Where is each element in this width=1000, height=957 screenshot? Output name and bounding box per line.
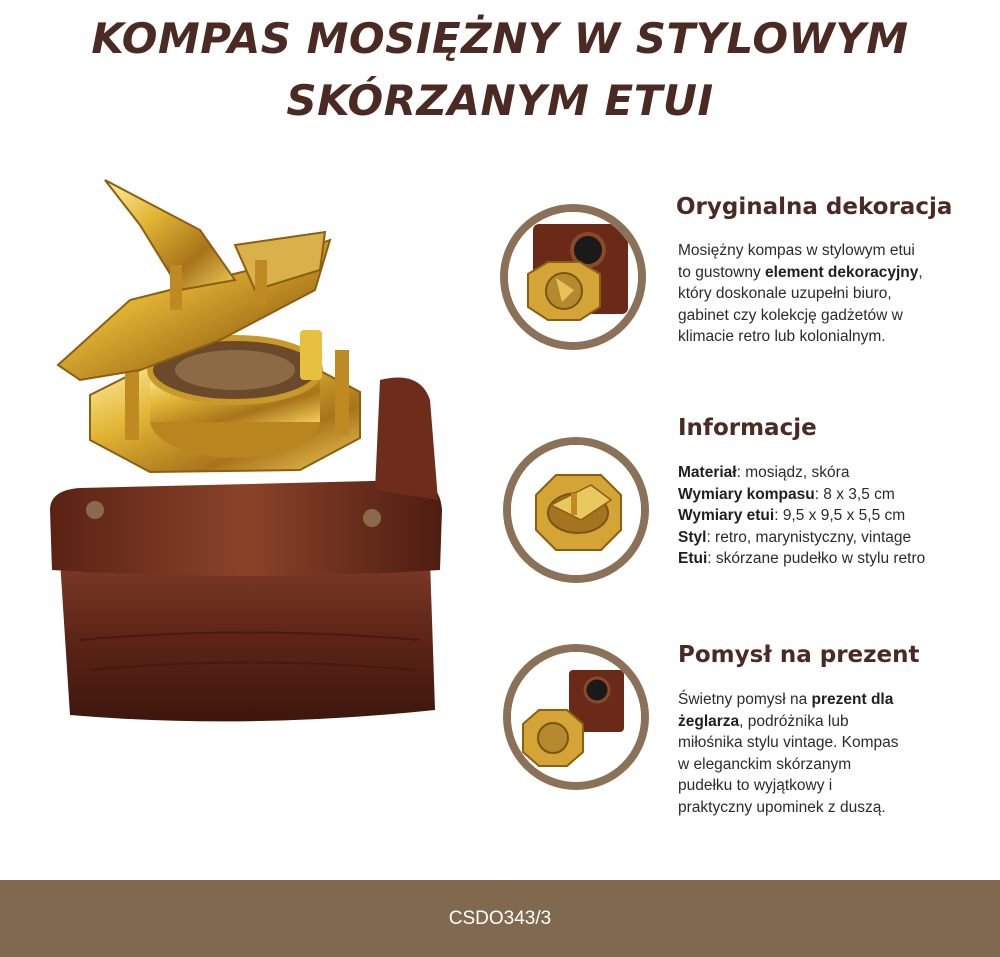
page-title-line-2: SKÓRZANYM ETUI (286, 76, 714, 125)
section-heading-information: Informacje (678, 415, 817, 441)
thumbnail-compass-and-box (503, 644, 649, 790)
spec-value: : retro, marynistyczny, vintage (706, 528, 912, 546)
spec-row-case-size (678, 505, 925, 527)
specs-list (678, 462, 925, 570)
section-heading-gift: Pomysł na prezent (678, 642, 920, 668)
spec-label: Etui (678, 550, 708, 567)
spec-row-case (678, 548, 925, 570)
compass-box-thumbnail-icon (508, 212, 638, 342)
thumbnail-compass-closeup (503, 437, 649, 583)
text-part: , który doskonale uzupełni biuro, gabinet czy kolekcję gadżetów w klimacie retro lub kolonialnym. (678, 263, 923, 345)
text-part: Mosiężny kompas w stylowym etui to gustowny (678, 242, 915, 281)
spec-value: : 9,5 x 9,5 x 5,5 cm (774, 507, 906, 524)
compass-closeup-thumbnail-icon (511, 445, 641, 575)
spec-value: : skórzane pudełko w stylu retro (707, 550, 926, 567)
spec-row-compass-size (678, 484, 925, 506)
spec-value: : 8 x 3,5 cm (814, 485, 895, 503)
product-code: CSDO343/3 (448, 908, 552, 929)
text-part: Świetny pomysł na (678, 691, 812, 708)
page-title (0, 8, 1000, 132)
footer-bar (0, 880, 1000, 957)
product-image (20, 170, 460, 740)
spec-label: Wymiary etui (678, 507, 775, 524)
spec-row-material (678, 462, 925, 484)
thumbnail-compass-in-box (500, 204, 646, 350)
page-title-line-1: KOMPAS MOSIĘŻNY W STYLOWYM (91, 14, 909, 63)
spec-label: Wymiary kompasu (678, 485, 815, 503)
section-text-gift (678, 689, 908, 818)
text-emphasis: prezent dla żeglarza (678, 691, 894, 730)
spec-value: : mosiądz, skóra (736, 464, 850, 481)
section-text-decoration (678, 240, 928, 348)
text-emphasis: element dekoracyjny (765, 263, 919, 281)
section-heading-decoration: Oryginalna dekoracja (676, 194, 953, 220)
text-part: , podróżnika lub miłośnika stylu vintage. Kompas w eleganckim skórzanym pudełku to wyjątkowy i praktyczny upominek z duszą. (678, 712, 899, 816)
spec-label: Styl (678, 528, 707, 546)
compass-on-leather-box-illustration (20, 170, 460, 740)
compass-and-open-box-thumbnail-icon (511, 652, 641, 782)
spec-row-style (678, 527, 925, 549)
spec-label: Materiał (678, 464, 737, 481)
